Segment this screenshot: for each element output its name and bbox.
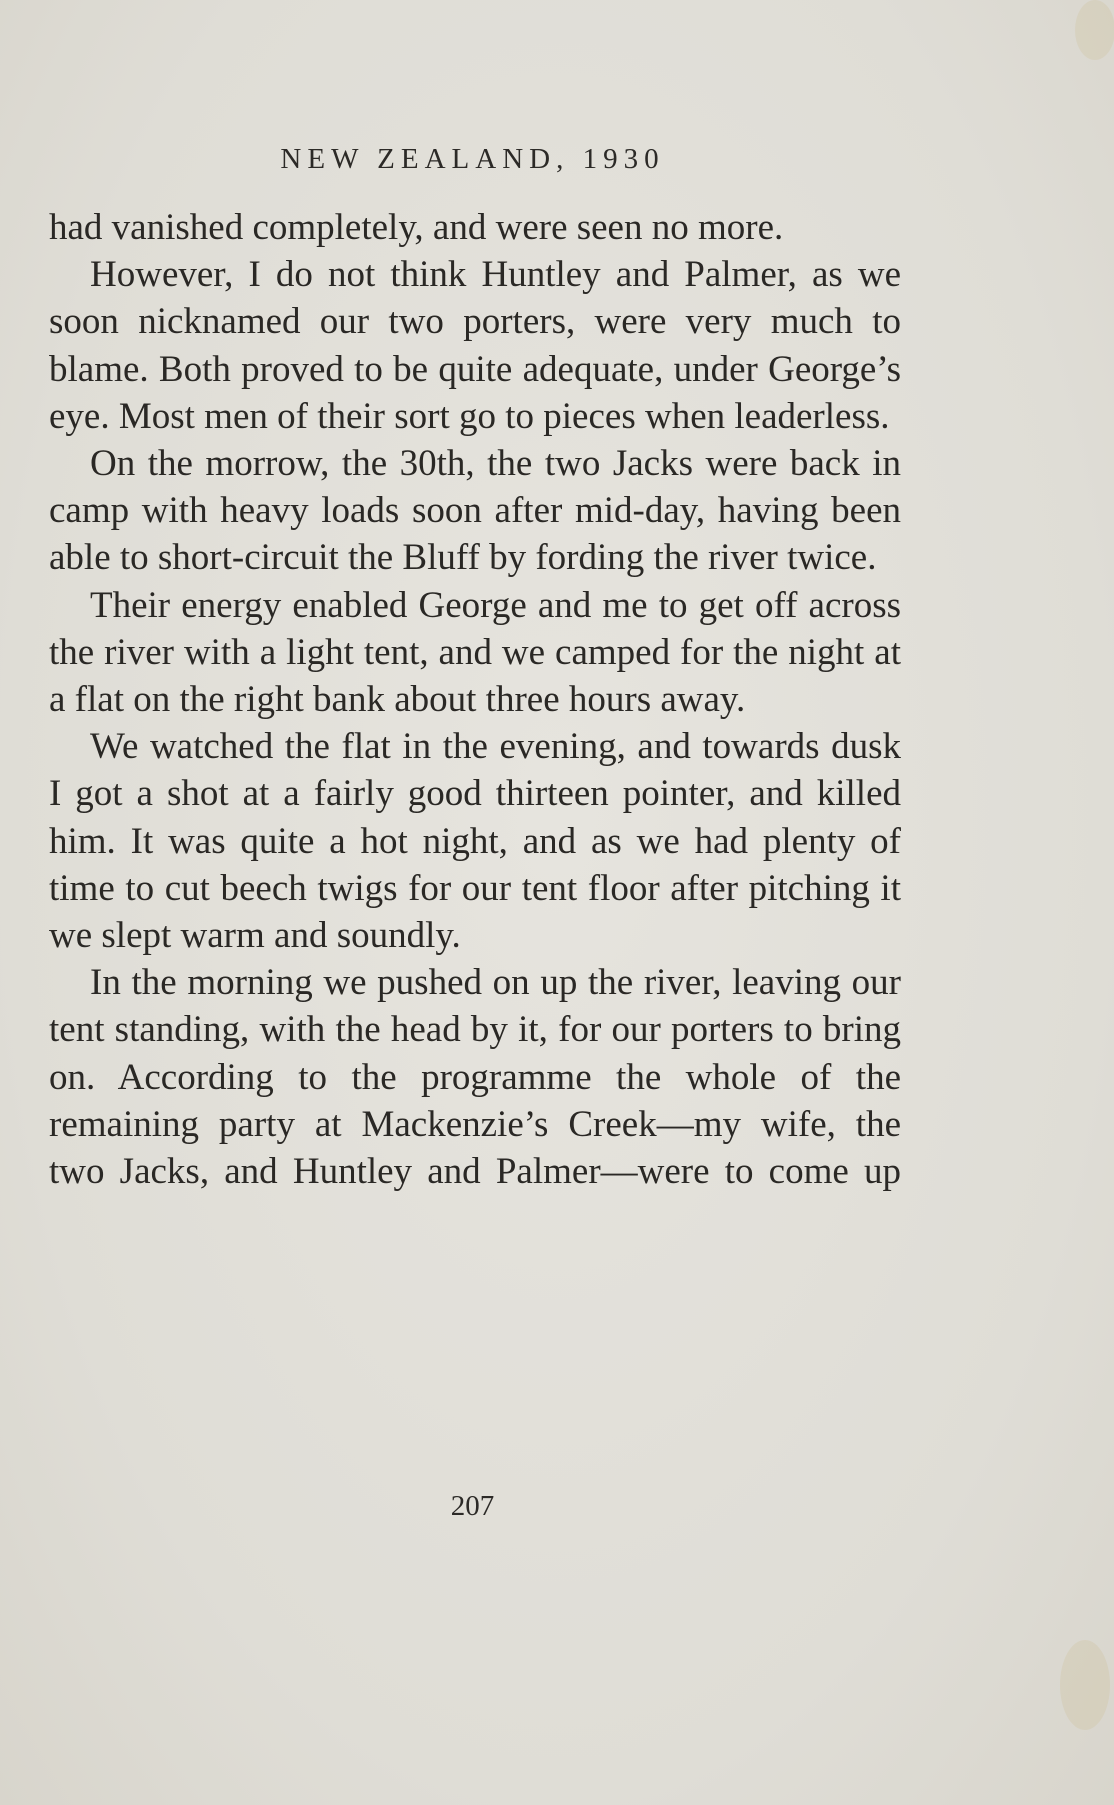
paragraph: In the morning we pushed on up the river, leaving our tent standing, with the head by it, for our porters to bring on. According to the programme the whole of the remaining party at Mackenzie’s Creek—my wife, the two Jacks, and Huntley and Palmer—were to come up — [49, 962, 901, 1193]
paragraph: Their energy enabled George and me to get off across the river with a light tent, and we camped for the night at a flat on the right bank about three hours away. — [49, 584, 901, 721]
page-number: 207 — [450, 1490, 495, 1522]
running-header: NEW ZEALAND, 1930 — [280, 143, 665, 175]
paragraph: had vanished completely, and were seen no more. — [49, 207, 784, 248]
paragraph: However, I do not think Huntley and Palmer, as we soon nicknamed our two porters, were very much to blame. Both proved to be quite adequate, under George’s eye. Most men of their sort go to pieces when leaderless. — [49, 254, 901, 437]
body-text — [49, 204, 901, 1195]
paragraph: On the morrow, the 30th, the two Jacks were back in camp with heavy loads soon after mid-day, having been able to short-circuit the Bluff by fording the river twice. — [49, 443, 901, 579]
paper-stain — [1060, 1640, 1110, 1730]
paragraph: We watched the flat in the evening, and towards dusk I got a shot at a fairly good thirteen pointer, and killed him. It was quite a hot night, and as we had plenty of time to cut beech twigs for our tent floor after pitching it we slept warm and soundly. — [49, 726, 901, 957]
paper-stain — [1075, 0, 1114, 60]
